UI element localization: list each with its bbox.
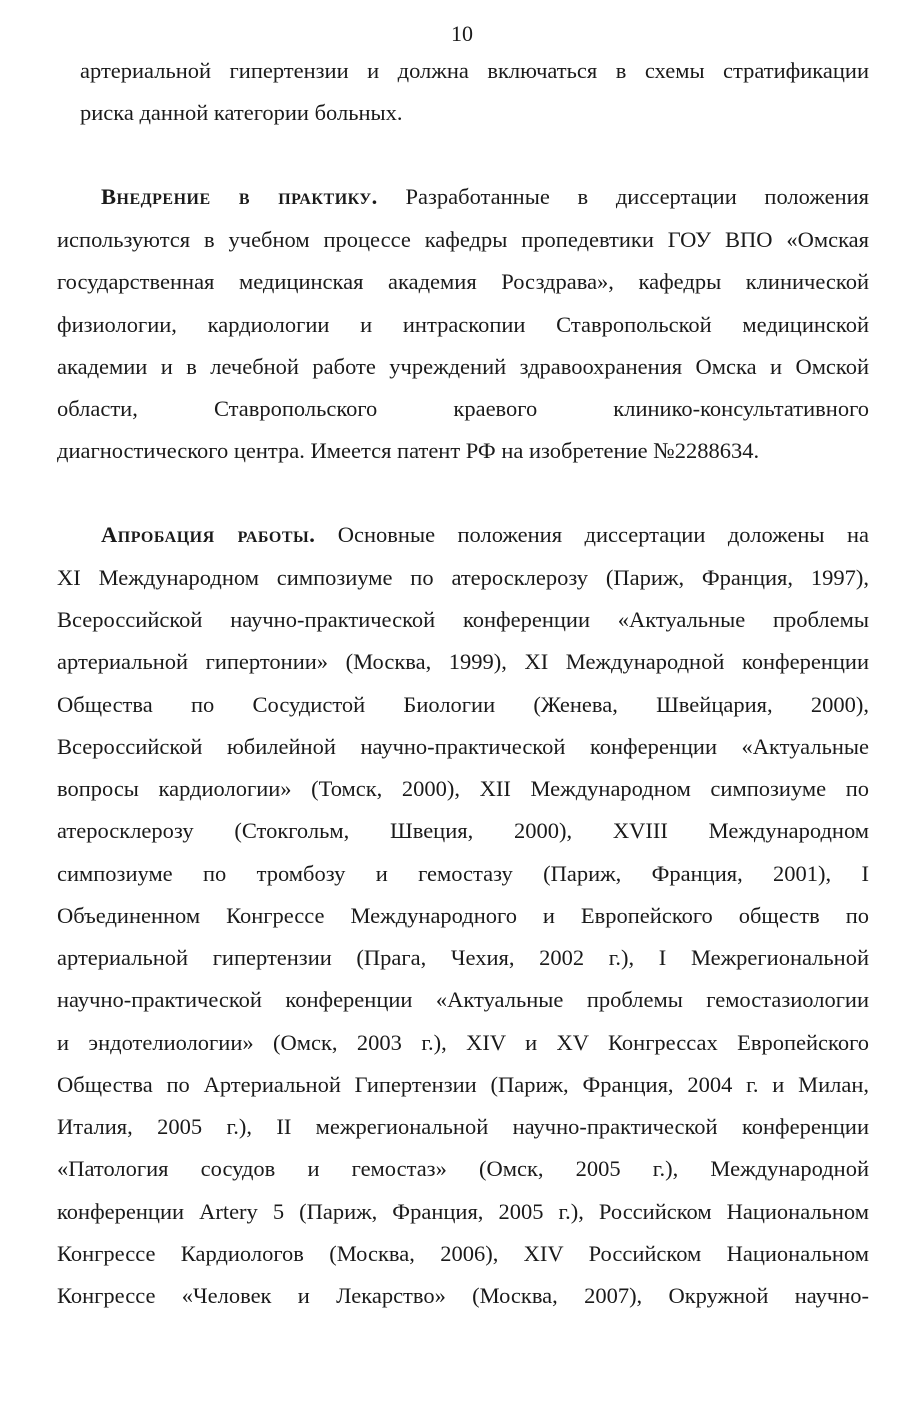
- paragraph-line: «Патология сосудов и гемостаз» (Омск, 2005 г.), Международной: [57, 1156, 869, 1181]
- paragraph-line: академии и в лечебной работе учреждений здравоохранения Омска и Омской: [57, 354, 869, 379]
- paragraph-line: артериальной гипертонии» (Москва, 1999), XI Международной конференции: [57, 649, 869, 674]
- paragraph-line: атеросклерозу (Стокгольм, Швеция, 2000), XVIII Международном: [57, 818, 869, 843]
- paragraph-line: области, Ставропольского краевого клинико-консультативного: [57, 396, 869, 421]
- paragraph-line: XI Международном симпозиуме по атеросклерозу (Париж, Франция, 1997),: [57, 565, 869, 590]
- paragraph-line: артериальной гипертензии и должна включаться в схемы стратификации: [80, 58, 869, 83]
- paragraph-line: Конгрессе «Человек и Лекарство» (Москва, 2007), Окружной научно-: [57, 1283, 869, 1308]
- paragraph-line: Италия, 2005 г.), II межрегиональной научно-практической конференции: [57, 1114, 869, 1139]
- paragraph-line: Объединенном Конгрессе Международного и Европейского обществ по: [57, 903, 869, 928]
- section-heading-implementation: Внедрение в практику.: [101, 184, 378, 209]
- page-number: 10: [451, 21, 473, 46]
- paragraph-line: используются в учебном процессе кафедры пропедевтики ГОУ ВПО «Омская: [57, 227, 869, 252]
- paragraph-line: государственная медицинская академия Росздрава», кафедры клинической: [57, 269, 869, 294]
- paragraph-line: диагностического центра. Имеется патент РФ на изобретение №2288634.: [57, 438, 760, 463]
- paragraph-line: симпозиуме по тромбозу и гемостазу (Париж, Франция, 2001), I: [57, 861, 869, 886]
- paragraph-line: научно-практической конференции «Актуальные проблемы гемостазиологии: [57, 987, 869, 1012]
- paragraph-line: Общества по Сосудистой Биологии (Женева, Швейцария, 2000),: [57, 692, 869, 717]
- paragraph-line: риска данной категории больных.: [80, 100, 403, 125]
- paragraph-text: Разработанные в диссертации положения: [377, 184, 870, 209]
- paragraph-line: [101, 520, 869, 550]
- paragraph-line: [101, 182, 869, 212]
- paragraph-line: Общества по Артериальной Гипертензии (Париж, Франция, 2004 г. и Милан,: [57, 1072, 869, 1097]
- paragraph-line: Всероссийской научно-практической конференции «Актуальные проблемы: [57, 607, 869, 632]
- paragraph-line: Всероссийской юбилейной научно-практической конференции «Актуальные: [57, 734, 869, 759]
- paragraph-line: конференции Artery 5 (Париж, Франция, 2005 г.), Российском Национальном: [57, 1199, 869, 1224]
- paragraph-line: физиологии, кардиологии и интраскопии Ставропольской медицинской: [57, 312, 869, 337]
- paragraph-line: Конгрессе Кардиологов (Москва, 2006), XIV Российском Национальном: [57, 1241, 869, 1266]
- paragraph-text: Основные положения диссертации доложены на: [315, 522, 869, 547]
- section-heading-approbation: Апробация работы.: [101, 522, 316, 547]
- paragraph-line: артериальной гипертензии (Прага, Чехия, 2002 г.), I Межрегиональной: [57, 945, 869, 970]
- paragraph-line: вопросы кардиологии» (Томск, 2000), XII Международном симпозиуме по: [57, 776, 869, 801]
- paragraph-line: и эндотелиологии» (Омск, 2003 г.), XIV и XV Конгрессах Европейского: [57, 1030, 869, 1055]
